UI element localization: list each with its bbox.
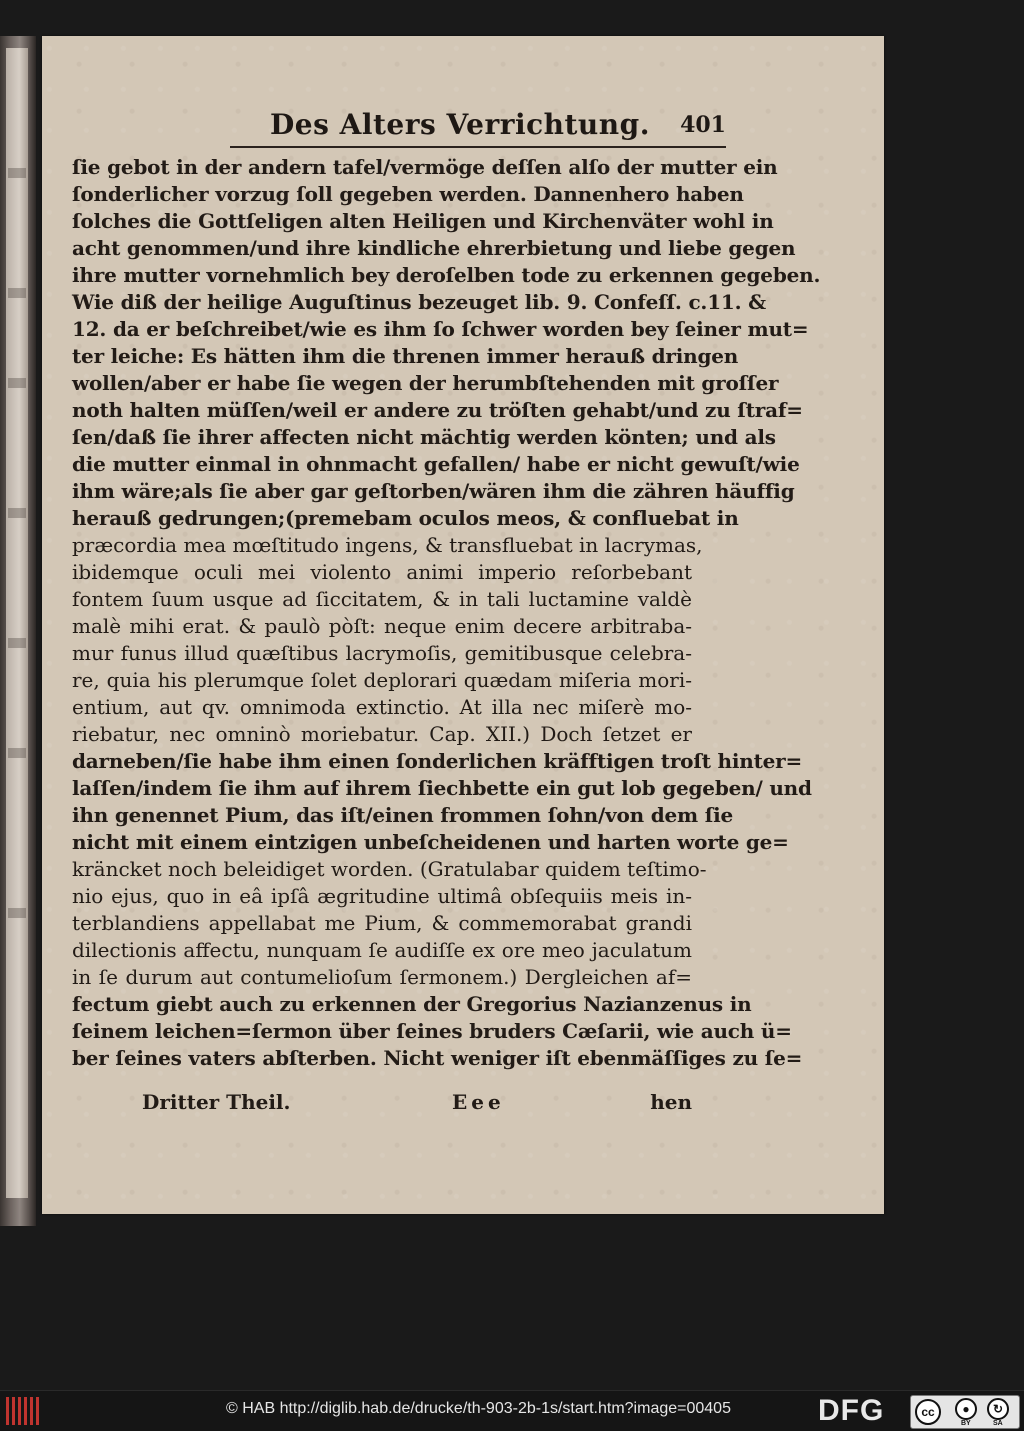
cc-license-badge[interactable]	[910, 1395, 1020, 1429]
by-icon: ●	[955, 1398, 977, 1420]
text-line: malè mihi erat. & paulò pòſt: neque enim decere arbitraba-	[72, 614, 692, 638]
sa-icon: ↻	[987, 1398, 1009, 1420]
text-line: riebatur, nec omninò moriebatur. Cap. XII.) Doch ſetzet er	[72, 722, 692, 746]
text-line: re, quia his plerumque ſolet deplorari quædam miſeria mori-	[72, 668, 692, 692]
text-line: ihre mutter vornehmlich bey deroſelben tode zu erkennen gegeben.	[72, 263, 821, 287]
text-line: Wie diß der heilige Auguſtinus bezeuget lib. 9. Confeſſ. c.11. &	[72, 290, 767, 314]
text-line: ſen/daß ſie ihrer affecten nicht mächtig werden könten; und als	[72, 425, 776, 449]
text-line: terblandiens appellabat me Pium, & commemorabat grandi	[72, 911, 692, 935]
page-footer	[72, 1090, 692, 1120]
dfg-logo[interactable]: DFG	[818, 1394, 885, 1427]
catchword: hen	[650, 1090, 692, 1114]
text-line: die mutter einmal in ohnmacht gefallen/ habe er nicht gewuſt/wie	[72, 452, 800, 476]
barcode-icon	[6, 1397, 40, 1425]
sa-label: SA	[993, 1420, 1003, 1427]
body-text	[72, 154, 821, 1072]
text-line: ibidemque oculi mei violento animi imperio reſorbebant	[72, 560, 692, 584]
text-line: ter leiche: Es hätten ihm die threnen immer herauß dringen	[72, 344, 739, 368]
previous-page-edge	[6, 48, 28, 1198]
citation-link[interactable]: © HAB http://diglib.hab.de/drucke/th-903-2b-1s/start.htm?image=00405	[226, 1400, 731, 1417]
running-title: Des Alters Verrichtung.	[270, 108, 650, 141]
text-line: ſeinem leichen=ſermon über ſeines bruders Cæſarii, wie auch ü=	[72, 1019, 792, 1043]
text-line: ſonderlicher vorzug ſoll gegeben werden. Dannenhero haben	[72, 182, 744, 206]
running-head	[230, 106, 726, 148]
by-label: BY	[961, 1420, 971, 1427]
text-line: entium, aut qv. omnimoda extinctio. At illa nec miſerè mo-	[72, 695, 692, 719]
text-line: præcordia mea mœſtitudo ingens, & transfluebat in lacrymas,	[72, 533, 703, 557]
viewer-bottom-bar	[0, 1390, 1024, 1431]
text-line: acht genommen/und ihre kindliche ehrerbietung und liebe gegen	[72, 236, 796, 260]
text-line: darneben/ſie habe ihm einen ſonderlichen kräfftigen troſt hinter=	[72, 749, 803, 773]
text-line: laſſen/indem ſie ihm auf ihrem ſiechbette ein gut lob gegeben/ und	[72, 776, 812, 800]
text-line: noth halten müſſen/weil er andere zu tröſten gehabt/und zu ſtraf=	[72, 398, 803, 422]
page-number: 401	[680, 112, 726, 138]
text-line: fectum giebt auch zu erkennen der Gregorius Nazianzenus in	[72, 992, 752, 1016]
signature-mark: Eee	[452, 1090, 505, 1114]
cc-icon: cc	[915, 1399, 941, 1425]
text-line: ſie gebot in der andern tafel/vermöge deſſen alſo der mutter ein	[72, 155, 778, 179]
text-line: herauß gedrungen;(premebam oculos meos, & confluebat in	[72, 506, 739, 530]
book-page	[42, 36, 884, 1214]
text-line: ihm wäre;als ſie aber gar geſtorben/wären ihm die zähren häuffig	[72, 479, 795, 503]
text-line: ber ſeines vaters abſterben. Nicht weniger iſt ebenmäſſiges zu ſe=	[72, 1046, 803, 1070]
text-line: ihn genennet Pium, das iſt/einen frommen ſohn/von dem ſie	[72, 803, 734, 827]
text-line: nicht mit einem eintzigen unbeſcheidenen und harten worte ge=	[72, 830, 789, 854]
text-line: ſolches die Gottſeligen alten Heiligen und Kirchenväter wohl in	[72, 209, 774, 233]
signature-line: Dritter Theil.	[142, 1090, 291, 1114]
text-line: mur funus illud quæſtibus lacrymoſis, gemitibusque celebra-	[72, 641, 692, 665]
text-line: 12. da er beſchreibet/wie es ihm ſo ſchwer worden bey ſeiner mut=	[72, 317, 809, 341]
text-line: nio ejus, quo in eâ ipſâ ægritudine ultimâ obſequiis meis in-	[72, 884, 692, 908]
text-line: in ſe durum aut contumelioſum ſermonem.) Dergleichen af=	[72, 965, 692, 989]
text-line: fontem ſuum usque ad ſiccitatem, & in tali luctamine valdè	[72, 587, 692, 611]
text-line: wollen/aber er habe ſie wegen der herumbſtehenden mit groſſer	[72, 371, 779, 395]
text-line: dilectionis affectu, nunquam ſe audiſſe ex ore meo jaculatum	[72, 938, 692, 962]
text-line: kräncket noch beleidiget worden. (Gratulabar quidem teſtimo-	[72, 857, 707, 881]
